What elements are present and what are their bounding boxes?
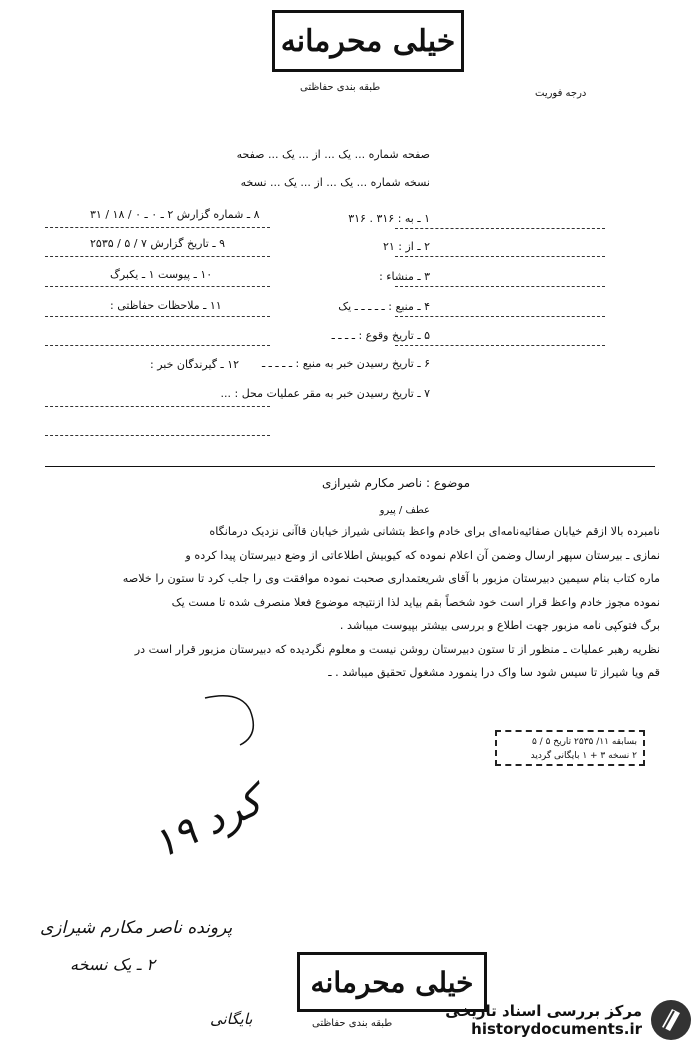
source-field: ۴ ـ منبع : ـ ـ ـ ـ ـ یک	[338, 300, 430, 313]
field-underline	[45, 316, 270, 317]
field-underline	[45, 227, 270, 228]
report-date-field: ۹ ـ تاریخ گزارش ۷ / ۵ / ۲۵۳۵	[90, 237, 226, 250]
security-notes-field: ۱۱ ـ ملاحظات حفاظتی :	[110, 299, 222, 312]
from-field: ۲ ـ از : ۲۱	[382, 240, 430, 253]
archive-logo-icon	[650, 999, 692, 1041]
field-underline	[395, 316, 605, 317]
recipients-field: ۱۲ ـ گیرندگان خبر :	[150, 358, 240, 371]
body-line: قم ویا شیراز تا سیس شود سا واک درا ینمورد مشغول تحقیق میباشد . ـ	[328, 666, 660, 679]
body-line: ماره کتاب بنام سیمین دبیرستان مزبور با آقای شریعتمداری صحبت نموده موافقت وی را جلب کرد تا ستون را خلاصه	[122, 572, 660, 585]
footer-classification-label: طبقه بندی حفاظتی	[312, 1018, 393, 1029]
to-field: ۱ ـ به : ۳۱۶ . ۳۱۶	[348, 212, 430, 225]
priority-label: درجه فوریت	[535, 88, 587, 99]
attachment-field: ۱۰ ـ پیوست ۱ ـ یکبرگ	[110, 268, 213, 281]
field-underline	[45, 286, 270, 287]
handwritten-note: بایگانی	[210, 1010, 253, 1028]
archive-stamp	[495, 730, 645, 766]
field-underline	[395, 228, 605, 229]
body-line: نموده مجوز خادم واعظ قرار است خود شخصاً بقم بیاید لذا ازنتیجه موضوع فعلا منصرف شده تا مست یک	[171, 595, 660, 609]
copy-number-field: نسخه شماره ... یک ... از ... یک ... نسخه	[240, 176, 430, 189]
report-body	[40, 520, 660, 685]
body-line: نظریه رهبر عملیات ـ منظور از تا ستون دبیرستان روشن نیست و معلوم نگردیده که دبیرستان مزبور قرار است در	[134, 642, 660, 656]
handwritten-signature: کرد ۱۹	[145, 777, 269, 869]
origin-field: ۳ ـ منشاء :	[379, 270, 430, 283]
report-number-field: ۸ ـ شماره گزارش ۲ ـ ۰ ـ ۰ / ۱۸ / ۳۱	[90, 208, 260, 221]
field-underline	[395, 286, 605, 287]
handwritten-note: پرونده ناصر مکارم شیرازی	[40, 918, 233, 938]
field-underline	[45, 256, 270, 257]
handwritten-note: ۲ ـ یک نسخه	[70, 955, 155, 974]
top-classification-stamp: خیلی محرمانه	[272, 10, 464, 72]
watermark-title: مرکز بررسی اسناد تاریخی	[445, 1002, 642, 1020]
bottom-classification-stamp: خیلی محرمانه	[297, 952, 487, 1012]
subject-line: موضوع : ناصر مکارم شیرازی	[321, 476, 470, 490]
page-number-field: صفحه شماره ... یک ... از ... یک ... صفحه	[236, 148, 430, 161]
archive-stamp-line: ۲ نسخه ۳ + ۱ بایگانی گردید	[530, 751, 637, 761]
event-date-field: ۵ ـ تاریخ وقوع : ـ ـ ـ ـ	[331, 329, 430, 342]
field-underline	[45, 406, 270, 407]
field-underline	[395, 345, 605, 346]
body-line: نامبرده بالا ازقم خیابان صفائیه‌نامه‌ای برای خادم واعظ بتشانی شیراز خیابان قاآنی نزدیک درمانگاه	[209, 525, 660, 538]
reference-line: عطف / پیرو	[379, 505, 430, 516]
body-line: نمازی ـ بیرستان سپهر ارسال وضمن آن اعلام نموده که کیوبیش اطلاعاتی از وضع دبیرستان پیدا کرده و	[185, 548, 660, 562]
field-underline	[45, 435, 270, 436]
body-line: برگ فتوکپی نامه مزبور جهت اطلاع و بررسی بیشتر بپیوست میباشد .	[339, 619, 660, 632]
field-underline	[45, 345, 270, 346]
classification-label: طبقه بندی حفاظتی	[300, 82, 381, 93]
watermark	[442, 995, 692, 1045]
field-underline	[395, 256, 605, 257]
archive-stamp-line: بسابقه ۱۱/ ۲۵۳۵ تاریخ ۵ / ۵	[531, 737, 637, 747]
section-divider	[45, 466, 655, 467]
watermark-url: historydocuments.ir	[471, 1020, 642, 1038]
news-to-source-date-field: ۶ ـ تاریخ رسیدن خبر به منبع : ـ ـ ـ ـ ـ	[261, 357, 430, 370]
pen-stroke	[200, 690, 290, 750]
news-to-base-date-field: ۷ ـ تاریخ رسیدن خبر به مقر عملیات محل : ...	[220, 387, 430, 400]
